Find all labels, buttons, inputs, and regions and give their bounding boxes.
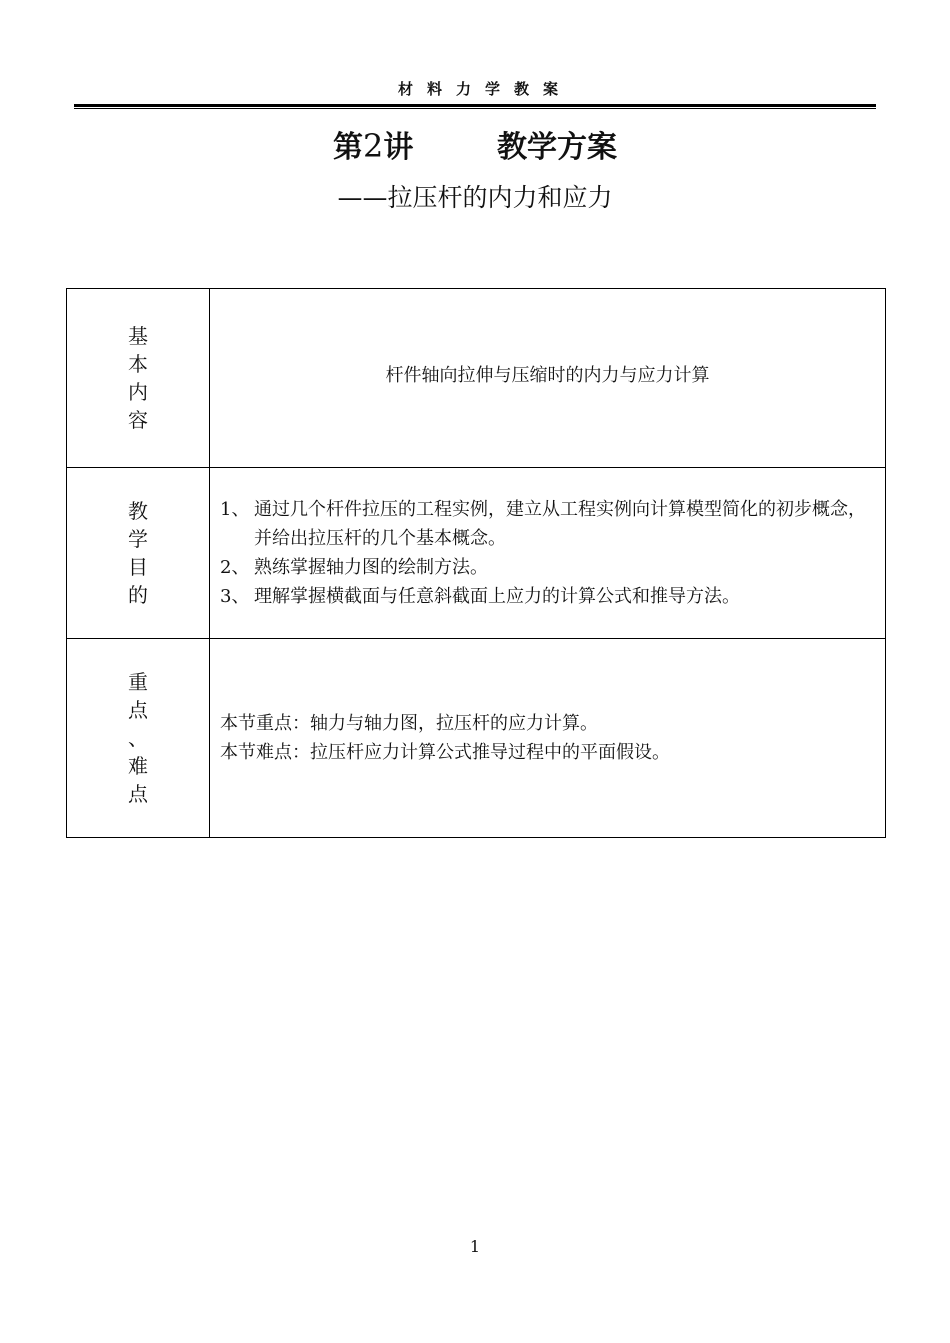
row-label-key-difficult-points [67,639,210,838]
header-rule [74,104,876,109]
basic-content-text: 杆件轴向拉伸与压缩时的内力与应力计算 [210,289,886,468]
key-point-line: 本节重点：轴力与轴力图，拉压杆的应力计算。 [220,713,598,734]
title-gap [413,130,497,165]
label-char: 基 [128,324,148,348]
goal-number: 1、 [220,499,250,520]
goal-number: 3、 [220,586,250,607]
label-char: 、 [128,726,148,750]
goal-item [220,553,877,582]
page-number: 1 [469,1237,481,1256]
goal-item [220,582,877,611]
label-char: 内 [128,380,148,404]
label-char: 学 [128,527,148,551]
title-prefix: 第 [333,130,364,165]
label-char: 教 [128,499,148,523]
teaching-plan-table [66,288,886,838]
running-header: 材料力学教案 [397,80,572,98]
label-char: 目 [128,555,148,579]
teaching-goals-content [210,468,886,639]
label-char: 本 [128,352,148,376]
title-name: 教学方案 [496,130,617,165]
label-char: 难 [128,754,148,778]
label-char: 的 [128,583,148,607]
lecture-number: 2 [363,127,384,165]
label-char: 重 [128,670,148,694]
goal-text: 通过几个杆件拉压的工程实例，建立从工程实例向计算模型简化的初步概念，并给出拉压杆的几个基本概念。 [254,499,866,549]
goal-item [220,495,877,553]
lecture-title [0,122,950,166]
row-label-basic-content [67,289,210,468]
goal-number: 2、 [220,557,250,578]
label-char: 容 [128,408,148,432]
key-points-content [210,639,886,838]
goal-text: 理解掌握横截面与任意斜截面上应力的计算公式和推导方法。 [254,586,740,607]
lecture-subtitle: ——拉压杆的内力和应力 [337,183,613,212]
table-row [67,468,886,639]
difficult-point-line: 本节难点：拉压杆应力计算公式推导过程中的平面假设。 [220,742,670,763]
label-char: 点 [128,698,148,722]
label-char: 点 [128,782,148,806]
goal-text: 熟练掌握轴力图的绘制方法。 [254,557,488,578]
table-row [67,639,886,838]
title-suffix: 讲 [383,130,414,165]
table-row [67,289,886,468]
row-label-teaching-goals [67,468,210,639]
